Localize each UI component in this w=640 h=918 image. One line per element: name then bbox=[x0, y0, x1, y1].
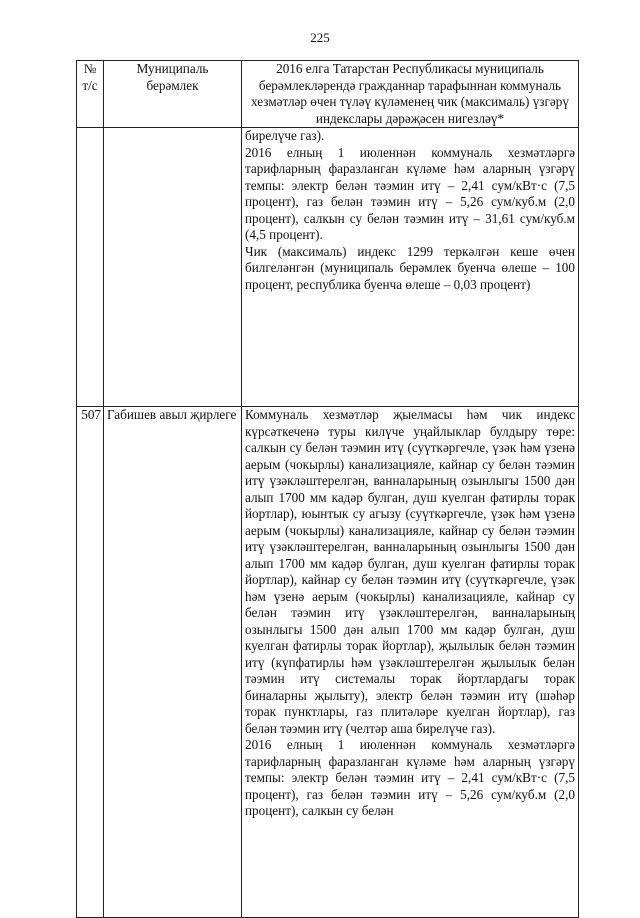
header-number-line-1: № bbox=[83, 61, 97, 76]
row-description bbox=[242, 128, 579, 407]
header-number-line-2: т/с bbox=[82, 77, 98, 93]
table-header-row bbox=[77, 61, 579, 128]
table-row bbox=[77, 128, 579, 407]
row-paragraph: Чик (максималь) индекс 1299 теркәлгән кеше өчен билгеләнгән (муниципаль берәмлек буенча өлеше – 100 процент, республика буенча өлеше – 0,03 процент) bbox=[245, 243, 575, 292]
row-paragraph: 2016 елның 1 июленнән коммуналь хезмәтләргә тарифларның фаразланган күләме һәм аларның үзгәрү темпы: электр белән тәэмин итү – 2,41 сум/кВт·с (7,5 процент), газ белән тәэмин итү – 5,26 сум/куб.м (2,0 процент), салкын су белән bbox=[245, 737, 575, 818]
header-municipality-line-2: берәмлек bbox=[146, 77, 199, 93]
row-paragraph: Коммуналь хезмәтләр җыелмасы һәм чик индекс күрсәткеченә туры килүче уңайлыклар булдыру төре: салкын су белән тәэмин итү (суүткәргечле, үзәк һәм үзенә аерым (чокырлы) канализацияле, кайнар су белән тәэмин итү үзәкләштерелгән, ванналарының озынлыгы 1500 дән алып 1700 мм кадәр булган, душ куелган фатирлы торак йортлар), юынтык су агызу (суүткәргечле, үзәк һәм үзенә аерым (чокырлы) канализацияле, кайнар су белән тәэмин итү үзәкләштерелгән, ванналарының озынлыгы 1500 дән алып 1700 мм кадәр булган, душ куелган фатирлы торак йортлар), кайнар су белән тәэмин итү (суүткәргечле, үзәк һәм үзенә аерым (чокырлы) канализацияле, кайнар су белән тәэмин итү үзәкләштерелгән, ванналарының озынлыгы 1500 дән алып 1700 мм кадәр булган, душ куелган фатирлы торак йортлар), җылылык белән тәэмин итү (күпфатирлы һәм үзәкләштерелгән җылылык белән тәэмин итү системалы торак йортлардагы торак биналарны җылыту), электр белән тәэмин итү (шәһәр торак пунктлары, газ плитәләре куелган йортлар), газ белән тәэмин итү (челтәр аша бирелүче газ). bbox=[245, 407, 575, 736]
row-number: 507 bbox=[77, 407, 104, 918]
row-paragraph: бирелүче газ). bbox=[245, 128, 325, 143]
row-municipality: Габишев авыл җирлеге bbox=[104, 407, 242, 918]
row-number bbox=[77, 128, 104, 407]
page-number: 225 bbox=[310, 30, 330, 45]
indices-table bbox=[76, 60, 579, 918]
header-description: 2016 елга Татарстан Республикасы муниципаль берәмлекләрендә гражданнар тарафыннан коммуналь хезмәтләр өчен түләү күләменең чик (максималь) үзгәрү индекслары дәрәҗәсен нигезләү* bbox=[242, 61, 579, 128]
header-municipality-line-1: Муниципаль bbox=[136, 61, 209, 76]
row-description bbox=[242, 407, 579, 918]
header-number bbox=[77, 61, 104, 128]
row-paragraph: 2016 елның 1 июленнән коммуналь хезмәтләргә тарифларның фаразланган күләме һәм аларның үзгәрү темпы: электр белән тәэмин итү – 2,41 сум/кВт·с (7,5 процент), газ белән тәэмин итү – 5,26 сум/куб.м (2,0 процент), салкын су белән тәэмин итү – 31,61 сум/куб.м (4,5 процент). bbox=[245, 144, 575, 242]
header-municipality bbox=[104, 61, 242, 128]
table-row bbox=[77, 407, 579, 918]
row-municipality bbox=[104, 128, 242, 407]
